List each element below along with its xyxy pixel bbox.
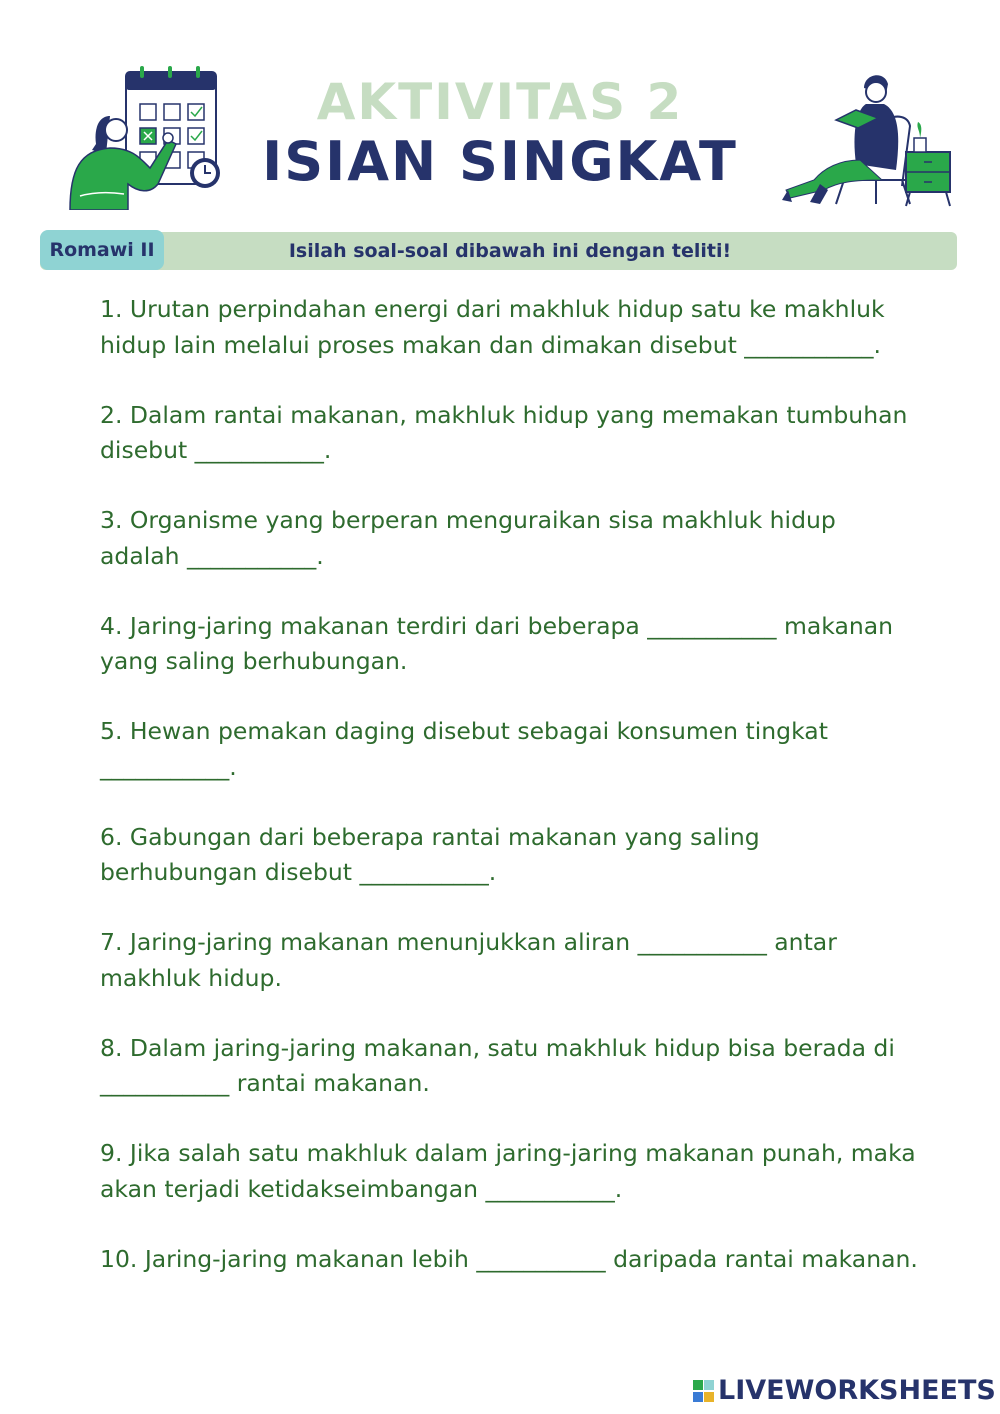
man-reading-illustration — [778, 68, 958, 210]
question-item: 1. Urutan perpindahan energi dari makhluk hidup satu ke makhluk hidup lain melalui proses makan dan dimakan disebut ___________. — [100, 295, 885, 359]
activity-subtitle: AKTIVITAS 2 — [316, 73, 684, 131]
question-item: 8. Dalam jaring-jaring makanan, satu makhluk hidup bisa berada di ___________ rantai makanan. — [100, 1033, 895, 1097]
question-item: 2. Dalam rantai makanan, makhluk hidup yang memakan tumbuhan disebut ___________. — [100, 400, 908, 464]
side-table-icon — [906, 122, 950, 206]
logo-text: LIVEWORKSHEETS — [718, 1375, 996, 1406]
liveworksheets-logo-icon — [692, 1378, 716, 1404]
question-item: 9. Jika salah satu makhluk dalam jaring-jaring makanan punah, maka akan terjadi ketidakseimbangan ___________. — [100, 1139, 916, 1203]
section-tag: Romawi II — [40, 230, 164, 270]
instruction-text: Isilah soal-soal dibawah ini dengan teliti! — [288, 240, 732, 262]
question-item: 3. Organisme yang berperan menguraikan sisa makhluk hidup adalah ___________. — [100, 506, 836, 570]
question-item: 5. Hewan pemakan daging disebut sebagai konsumen tingkat ___________. — [100, 717, 828, 781]
question-item: 7. Jaring-jaring makanan menunjukkan aliran ___________ antar makhluk hidup. — [100, 928, 837, 992]
question-item: 10. Jaring-jaring makanan lebih ___________ daripada rantai makanan. — [100, 1244, 918, 1273]
question-item: 6. Gabungan dari beberapa rantai makanan yang saling berhubungan disebut ___________. — [100, 822, 760, 886]
liveworksheets-logo — [692, 1375, 996, 1406]
man-figure — [782, 75, 898, 204]
question-item: 4. Jaring-jaring makanan terdiri dari beberapa ___________ makanan yang saling berhubungan. — [100, 611, 894, 675]
question-list — [100, 292, 920, 1347]
page-title: ISIAN SINGKAT — [262, 130, 738, 193]
